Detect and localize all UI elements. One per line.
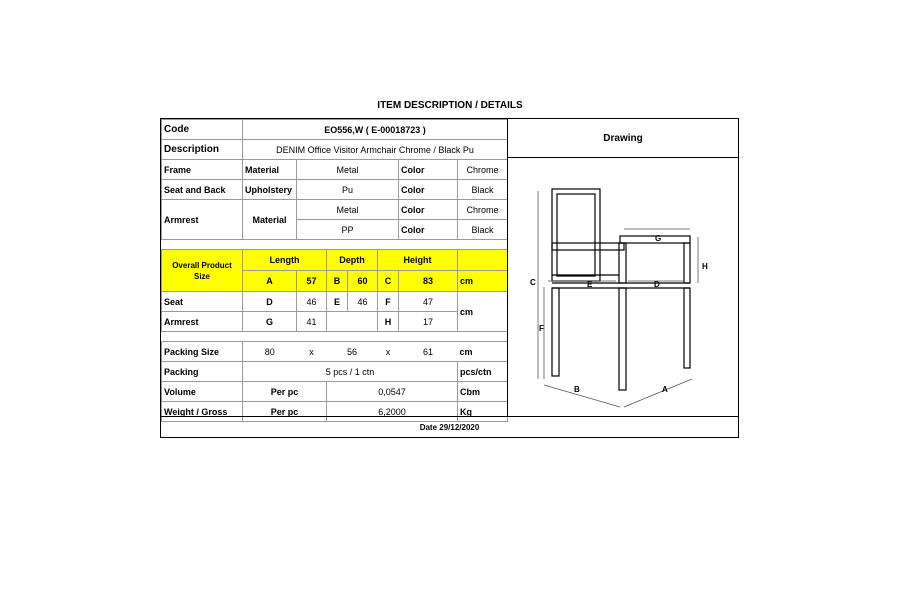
dim-a-line xyxy=(624,379,692,407)
front-right-leg xyxy=(684,288,690,368)
h-label: H xyxy=(378,312,399,332)
chair-back xyxy=(552,189,600,281)
frame-row xyxy=(162,160,508,180)
packing-size-row xyxy=(162,342,508,362)
date-footer: Date 29/12/2020 xyxy=(161,416,738,439)
seat-back-label: Seat and Back xyxy=(162,180,243,200)
seat-back-color-label: Color xyxy=(399,180,458,200)
label-c: C xyxy=(530,278,536,287)
front-left-leg xyxy=(619,288,626,390)
weight-unit: Kg xyxy=(458,402,508,422)
seat-armrest-unit: cm xyxy=(458,292,508,332)
code-value: EO556,W ( E-00018723 ) xyxy=(243,120,508,140)
packing-size-unit: cm xyxy=(459,346,473,357)
packing-value: 5 pcs / 1 ctn xyxy=(243,362,458,382)
chair-outline xyxy=(552,189,690,390)
overall-size-label: Overall Product Size xyxy=(162,250,243,292)
code-row xyxy=(162,120,508,140)
packing-row xyxy=(162,362,508,382)
d-value: 46 xyxy=(297,292,327,312)
description-label: Description xyxy=(162,140,243,160)
frame-color-label: Color xyxy=(399,160,458,180)
seat-size-row xyxy=(162,292,508,312)
depth-header: Depth xyxy=(327,250,378,271)
label-h: H xyxy=(702,262,708,271)
seat-back-color: Black xyxy=(458,180,508,200)
back-left-leg xyxy=(552,288,559,376)
d-label: D xyxy=(243,292,297,312)
b-value: 60 xyxy=(348,271,378,292)
code-label: Code xyxy=(162,120,243,140)
packing-x-1: x xyxy=(309,346,314,357)
frame-color: Chrome xyxy=(458,160,508,180)
size-header-blank xyxy=(458,250,508,271)
frame-label: Frame xyxy=(162,160,243,180)
seat-label: Seat xyxy=(162,292,243,312)
drawing-title: Drawing xyxy=(603,133,643,144)
h-value: 17 xyxy=(399,312,458,332)
chair-drawing xyxy=(508,159,739,416)
volume-per: Per pc xyxy=(243,382,327,402)
armrest-material-1: Metal xyxy=(297,200,399,220)
packing-size-label: Packing Size xyxy=(162,342,243,362)
seat-back-material: Pu xyxy=(297,180,399,200)
armrest-material-row xyxy=(162,200,508,220)
length-header: Length xyxy=(243,250,327,271)
label-b: B xyxy=(574,385,580,394)
description-value: DENIM Office Visitor Armchair Chrome / Black Pu xyxy=(243,140,508,160)
left-armrest xyxy=(552,243,624,250)
armrest-material-header: Material xyxy=(243,200,297,240)
dimension-lines xyxy=(538,191,698,407)
spec-table xyxy=(161,119,508,422)
frame-material: Metal xyxy=(297,160,399,180)
label-g: G xyxy=(655,234,662,243)
armrest-color-1: Chrome xyxy=(458,200,508,220)
volume-unit: Cbm xyxy=(458,382,508,402)
weight-value: 6,2000 xyxy=(327,402,458,422)
armrest-blank xyxy=(327,312,378,332)
drawing-panel xyxy=(507,119,738,416)
packing-height: 61 xyxy=(422,346,433,357)
c-value: 83 xyxy=(399,271,458,292)
spacer-cell xyxy=(162,240,508,250)
a-value: 57 xyxy=(297,271,327,292)
frame-material-label: Material xyxy=(243,160,297,180)
f-label: F xyxy=(378,292,399,312)
spacer-cell-2 xyxy=(162,332,508,342)
label-f: F xyxy=(539,324,544,333)
armrest-color-label-2: Color xyxy=(399,220,458,240)
packing-unit: pcs/ctn xyxy=(458,362,508,382)
height-header: Height xyxy=(378,250,458,271)
spec-sheet xyxy=(160,118,739,438)
g-label: G xyxy=(243,312,297,332)
packing-x-2: x xyxy=(385,346,391,357)
packing-label: Packing xyxy=(162,362,243,382)
g-value: 41 xyxy=(297,312,327,332)
weight-label: Weight / Gross xyxy=(162,402,243,422)
drawing-divider xyxy=(508,157,738,158)
armrest-size-row xyxy=(162,312,508,332)
a-label: A xyxy=(243,271,297,292)
dim-b-line xyxy=(544,385,620,407)
left-arm-post xyxy=(619,243,626,283)
volume-row xyxy=(162,382,508,402)
b-label: B xyxy=(327,271,348,292)
spacer-row xyxy=(162,240,508,250)
volume-label: Volume xyxy=(162,382,243,402)
armrest-label: Armrest xyxy=(162,312,243,332)
packing-length: 80 xyxy=(243,342,297,362)
armrest-material-2: PP xyxy=(297,220,399,240)
description-row xyxy=(162,140,508,160)
size-header-row xyxy=(162,250,508,271)
label-d: D xyxy=(654,280,660,289)
spacer-row-2 xyxy=(162,332,508,342)
chair-back-inner xyxy=(557,194,595,276)
volume-value: 0,0547 xyxy=(327,382,458,402)
armrest-color-2: Black xyxy=(458,220,508,240)
e-value: 46 xyxy=(348,292,378,312)
label-a: A xyxy=(662,385,668,394)
packing-width: 56 xyxy=(346,346,357,357)
size-unit: cm xyxy=(458,271,508,292)
c-label: C xyxy=(378,271,399,292)
weight-per: Per pc xyxy=(243,402,327,422)
e-label: E xyxy=(327,292,348,312)
armrest-material-label: Armrest xyxy=(162,200,243,240)
label-e: E xyxy=(587,280,593,289)
seat-back-row xyxy=(162,180,508,200)
sheet-title: ITEM DESCRIPTION / DETAILS xyxy=(377,100,523,111)
armrest-color-label-1: Color xyxy=(399,200,458,220)
right-arm-post xyxy=(684,243,690,283)
f-value: 47 xyxy=(399,292,458,312)
seat-back-material-label: Upholstery xyxy=(243,180,297,200)
